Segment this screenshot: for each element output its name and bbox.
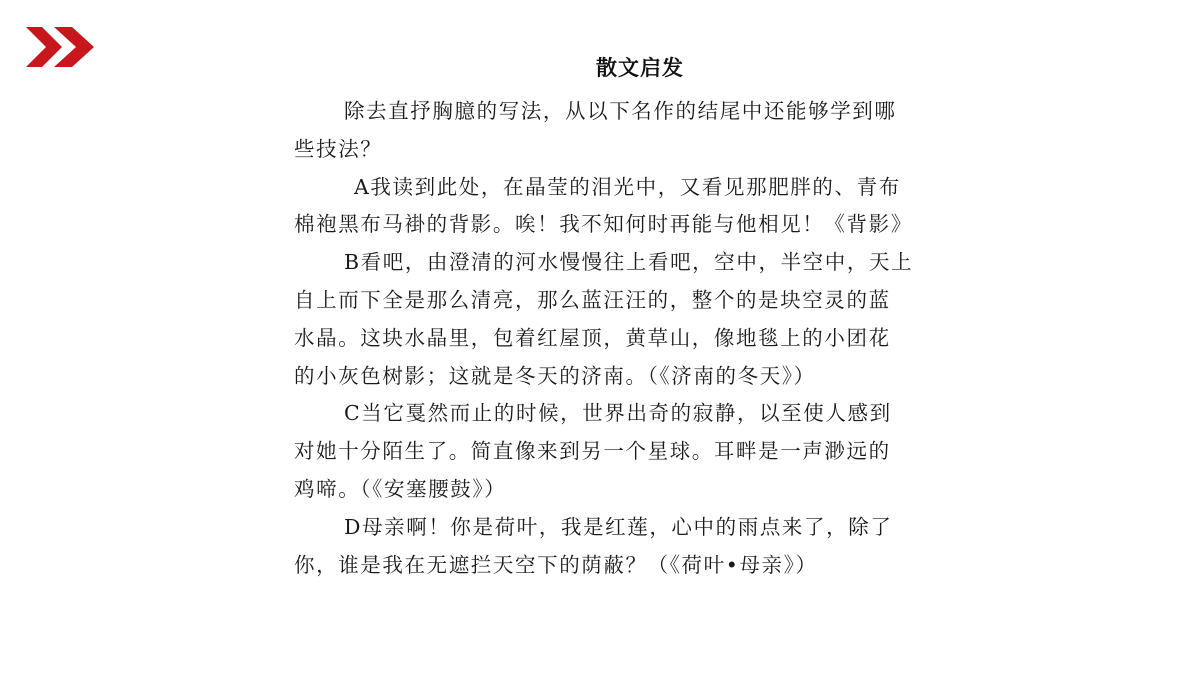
essay-text-box — [294, 93, 979, 623]
slide-title: 散文启发 — [596, 56, 684, 80]
excerpt-d-line-2: 你，谁是我在无遮拦天空下的荫蔽？（《荷叶•母亲》） — [294, 552, 818, 577]
excerpt-c-line-2: 对她十分陌生了。简直像来到另一个星球。耳畔是一声渺远的 — [294, 439, 891, 464]
excerpt-a-line-2: 棉袍黑布马褂的背影。唉！我不知何时再能与他相见！《背影》 — [294, 212, 913, 237]
question-line-1: 除去直抒胸臆的写法，从以下名作的结尾中还能够学到哪 — [344, 99, 897, 123]
excerpt-b-line-3: 水晶。这块水晶里，包着红屋顶，黄草山，像地毯上的小团花 — [294, 325, 891, 350]
excerpt-b-line-2: 自上而下全是那么清亮，那么蓝汪汪的，整个的是块空灵的蓝 — [294, 287, 891, 312]
excerpt-d-line-1: D母亲啊！你是荷叶，我是红莲，心中的雨点来了，除了 — [344, 514, 893, 539]
excerpt-a-line-1: A我读到此处，在晶莹的泪光中，又看见那肥胖的、青布 — [354, 174, 901, 199]
excerpt-c-line-3: 鸡啼。（《安塞腰鼓》） — [294, 476, 507, 501]
excerpt-b-line-1: B看吧，由澄清的河水慢慢往上看吧，空中，半空中，天上 — [344, 250, 914, 275]
excerpt-b-line-4: 的小灰色树影；这就是冬天的济南。（《济南的冬天》） — [294, 363, 816, 388]
double-chevron-right-icon — [26, 27, 96, 67]
chevron-left-shape — [26, 27, 62, 67]
excerpt-c-line-1: C当它戛然而止的时候，世界出奇的寂静，以至使人感到 — [344, 401, 892, 426]
question-line-2: 些技法？ — [294, 136, 383, 161]
